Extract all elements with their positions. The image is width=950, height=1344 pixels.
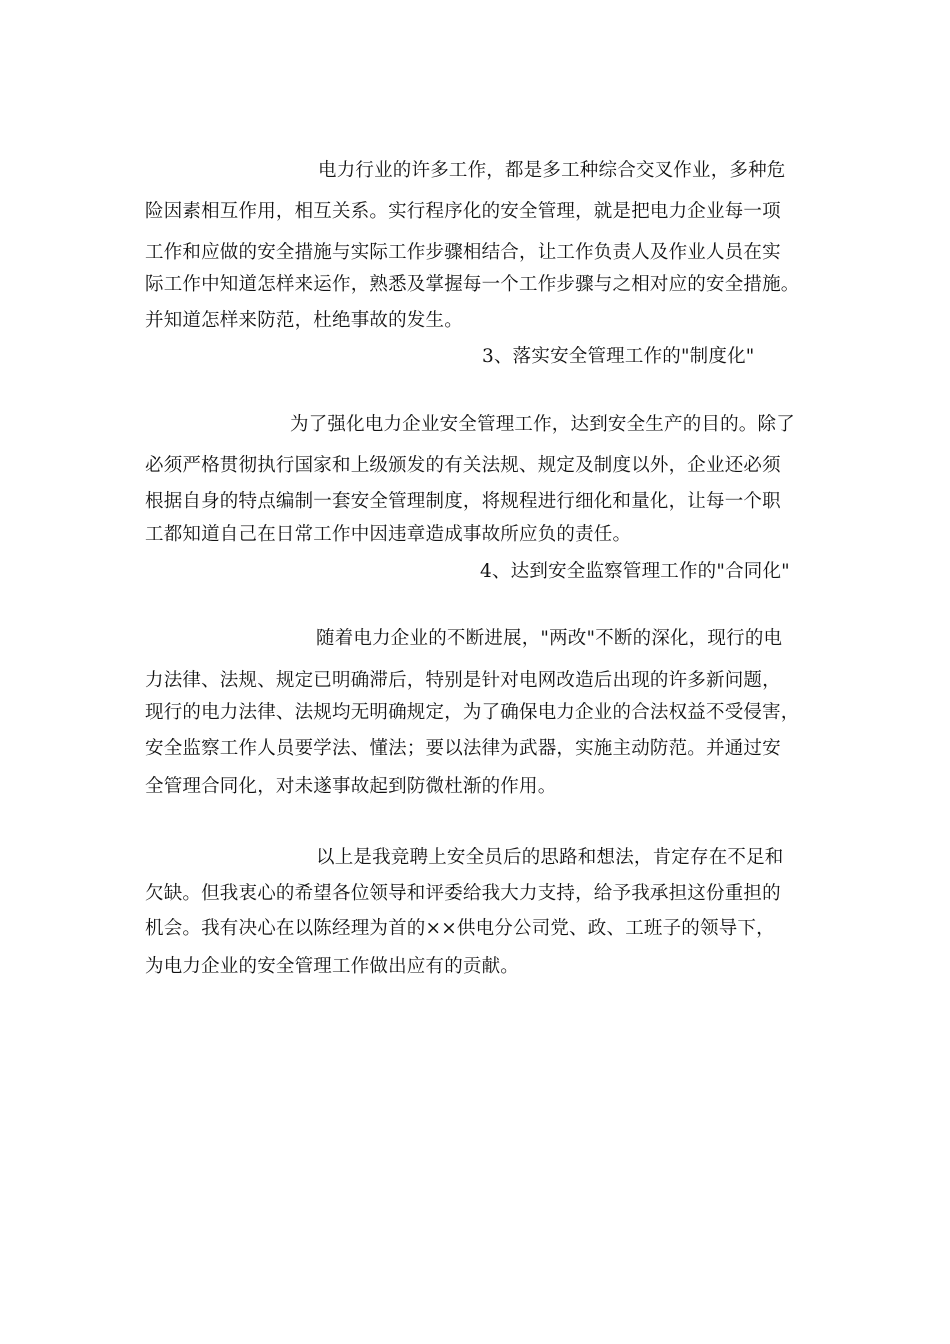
paragraph-line: 工都知道自己在日常工作中因违章造成事故所应负的责任。 (145, 524, 632, 545)
paragraph-line: 必须严格贯彻执行国家和上级颁发的有关法规、规定及制度以外，企业还必须 (145, 455, 781, 476)
section-heading-3: 3、落实安全管理工作的"制度化" (482, 346, 755, 367)
section-heading-4: 4、达到安全监察管理工作的"合同化" (480, 561, 790, 582)
paragraph-line: 全管理合同化，对未遂事故起到防微杜渐的作用。 (145, 776, 557, 797)
paragraph-line: 际工作中知道怎样来运作，熟悉及掌握每一个工作步骤与之相对应的安全措施。 (145, 274, 800, 295)
paragraph-line: 根据自身的特点编制一套安全管理制度，将规程进行细化和量化，让每一个职 (145, 491, 781, 512)
paragraph-line: 机会。我有决心在以陈经理为首的××供电分公司党、政、工班子的领导下， (145, 918, 775, 939)
paragraph-line: 电力行业的许多工作，都是多工种综合交叉作业，多种危 (318, 160, 786, 181)
paragraph-line: 并知道怎样来防范，杜绝事故的发生。 (145, 310, 463, 331)
paragraph-line: 力法律、法规、规定已明确滞后，特别是针对电网改造后出现的许多新问题， (145, 670, 781, 691)
paragraph-line: 欠缺。但我衷心的希望各位领导和评委给我大力支持，给予我承担这份重担的 (145, 883, 781, 904)
paragraph-line: 以上是我竞聘上安全员后的思路和想法，肯定存在不足和 (316, 847, 784, 868)
paragraph-line: 随着电力企业的不断进展，"两改"不断的深化，现行的电 (316, 628, 783, 649)
paragraph-line: 安全监察工作人员要学法、懂法；要以法律为武器，实施主动防范。并通过安 (145, 738, 781, 759)
paragraph-line: 现行的电力法律、法规均无明确规定，为了确保电力企业的合法权益不受侵害， (145, 702, 800, 723)
paragraph-line: 为电力企业的安全管理工作做出应有的贡献。 (145, 956, 520, 977)
paragraph-line: 工作和应做的安全措施与实际工作步骤相结合，让工作负责人及作业人员在实 (145, 242, 781, 263)
paragraph-line: 险因素相互作用，相互关系。实行程序化的安全管理，就是把电力企业每一项 (145, 201, 781, 222)
paragraph-line: 为了强化电力企业安全管理工作，达到安全生产的目的。除了 (290, 414, 795, 435)
